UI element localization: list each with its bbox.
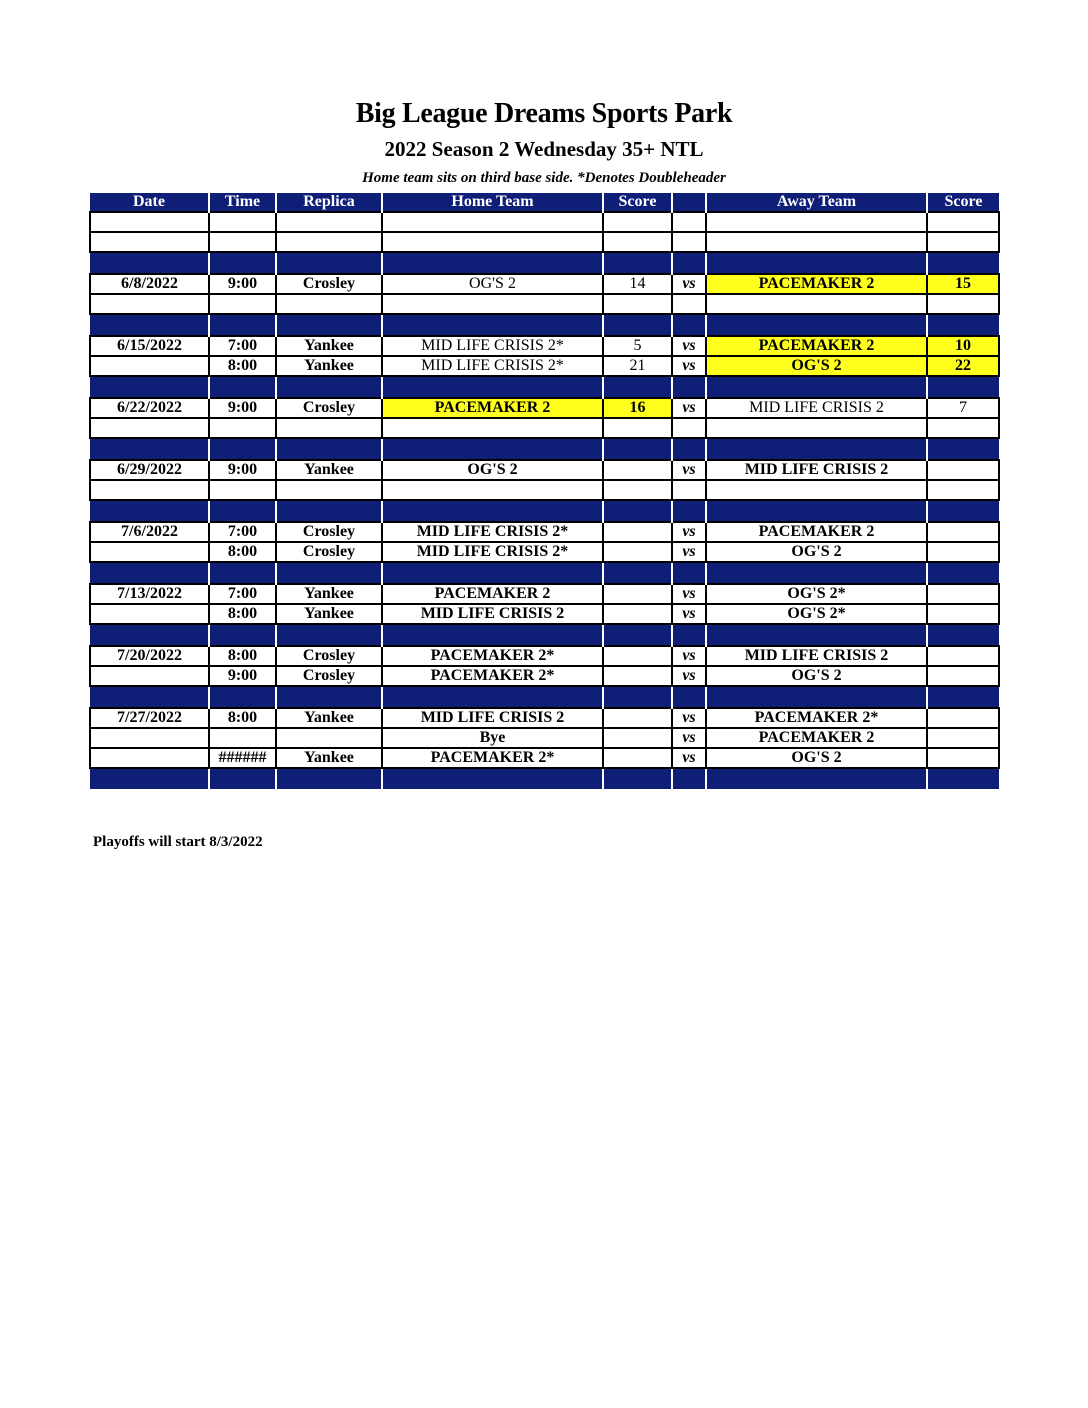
separator-cell <box>672 768 706 789</box>
vs-cell: vs <box>672 646 706 666</box>
replica-cell: Yankee <box>276 336 382 356</box>
replica-cell: Crosley <box>276 522 382 542</box>
home-team-cell: MID LIFE CRISIS 2* <box>382 356 603 376</box>
away-score-cell: 15 <box>927 274 999 294</box>
blank-cell <box>706 480 927 500</box>
blank-cell <box>209 232 276 252</box>
blank-cell <box>603 480 672 500</box>
home-score-cell <box>603 646 672 666</box>
home-team-cell: PACEMAKER 2 <box>382 584 603 604</box>
blank-cell <box>706 294 927 314</box>
home-score-cell <box>603 728 672 748</box>
away-score-cell <box>927 748 999 768</box>
date-cell: 6/22/2022 <box>90 398 209 418</box>
separator-cell <box>927 686 999 708</box>
week-separator-row <box>90 252 999 274</box>
vs-cell: vs <box>672 748 706 768</box>
separator-cell <box>276 686 382 708</box>
col-home-team-header: Home Team <box>382 193 603 212</box>
away-score-cell <box>927 460 999 480</box>
separator-cell <box>672 252 706 274</box>
separator-cell <box>706 438 927 460</box>
away-team-cell: PACEMAKER 2 <box>706 522 927 542</box>
game-row <box>90 460 999 480</box>
replica-cell: Crosley <box>276 646 382 666</box>
home-team-cell: PACEMAKER 2* <box>382 646 603 666</box>
away-team-cell: OG'S 2 <box>706 356 927 376</box>
home-score-cell: 16 <box>603 398 672 418</box>
separator-cell <box>672 438 706 460</box>
blank-cell <box>927 232 999 252</box>
game-row <box>90 584 999 604</box>
blank-cell <box>603 232 672 252</box>
separator-cell <box>276 500 382 522</box>
separator-cell <box>706 686 927 708</box>
separator-cell <box>90 500 209 522</box>
blank-cell <box>382 418 603 438</box>
away-team-cell: PACEMAKER 2 <box>706 274 927 294</box>
away-team-cell: MID LIFE CRISIS 2 <box>706 398 927 418</box>
date-cell <box>90 356 209 376</box>
blank-cell <box>209 418 276 438</box>
away-score-cell: 7 <box>927 398 999 418</box>
blank-row <box>90 418 999 438</box>
vs-cell: vs <box>672 398 706 418</box>
away-score-cell <box>927 728 999 748</box>
date-cell <box>90 542 209 562</box>
blank-row <box>90 294 999 314</box>
home-team-cell: OG'S 2 <box>382 274 603 294</box>
time-cell: 9:00 <box>209 274 276 294</box>
game-row <box>90 336 999 356</box>
vs-cell: vs <box>672 356 706 376</box>
date-cell: 6/15/2022 <box>90 336 209 356</box>
blank-cell <box>706 232 927 252</box>
separator-cell <box>382 500 603 522</box>
col-home-score-header: Score <box>603 193 672 212</box>
blank-cell <box>382 480 603 500</box>
separator-cell <box>672 686 706 708</box>
separator-cell <box>927 376 999 398</box>
home-team-cell: OG'S 2 <box>382 460 603 480</box>
col-date-header: Date <box>90 193 209 212</box>
date-cell <box>90 604 209 624</box>
vs-cell: vs <box>672 274 706 294</box>
blank-cell <box>276 232 382 252</box>
away-score-cell: 10 <box>927 336 999 356</box>
replica-cell: Yankee <box>276 356 382 376</box>
vs-cell: vs <box>672 522 706 542</box>
separator-cell <box>276 252 382 274</box>
col-replica-header: Replica <box>276 193 382 212</box>
time-cell: 8:00 <box>209 604 276 624</box>
game-row <box>90 646 999 666</box>
home-team-cell: MID LIFE CRISIS 2 <box>382 708 603 728</box>
blank-cell <box>706 418 927 438</box>
away-score-cell <box>927 542 999 562</box>
game-row <box>90 604 999 624</box>
separator-cell <box>603 562 672 584</box>
home-score-cell <box>603 748 672 768</box>
vs-cell: vs <box>672 666 706 686</box>
home-team-cell: PACEMAKER 2* <box>382 666 603 686</box>
home-team-cell: MID LIFE CRISIS 2* <box>382 336 603 356</box>
away-team-cell: OG'S 2 <box>706 748 927 768</box>
away-score-cell <box>927 604 999 624</box>
separator-cell <box>706 624 927 646</box>
game-row <box>90 728 999 748</box>
blank-cell <box>603 212 672 232</box>
blank-cell <box>276 212 382 232</box>
schedule-table <box>89 193 1000 789</box>
time-cell <box>209 728 276 748</box>
vs-cell: vs <box>672 542 706 562</box>
away-score-cell <box>927 666 999 686</box>
week-separator-row <box>90 562 999 584</box>
date-cell: 7/20/2022 <box>90 646 209 666</box>
blank-cell <box>382 294 603 314</box>
away-score-cell <box>927 584 999 604</box>
separator-cell <box>209 438 276 460</box>
separator-cell <box>706 252 927 274</box>
replica-cell: Yankee <box>276 460 382 480</box>
blank-cell <box>706 212 927 232</box>
home-team-cell: PACEMAKER 2* <box>382 748 603 768</box>
away-team-cell: PACEMAKER 2* <box>706 708 927 728</box>
time-cell: 8:00 <box>209 708 276 728</box>
col-time-header: Time <box>209 193 276 212</box>
separator-cell <box>382 768 603 789</box>
vs-cell: vs <box>672 604 706 624</box>
blank-cell <box>90 480 209 500</box>
blank-row <box>90 212 999 232</box>
replica-cell: Crosley <box>276 398 382 418</box>
away-team-cell: OG'S 2* <box>706 584 927 604</box>
separator-cell <box>672 562 706 584</box>
vs-cell: vs <box>672 728 706 748</box>
away-team-cell: PACEMAKER 2 <box>706 336 927 356</box>
separator-cell <box>603 768 672 789</box>
home-score-cell: 14 <box>603 274 672 294</box>
separator-cell <box>382 562 603 584</box>
date-cell <box>90 666 209 686</box>
home-score-cell <box>603 666 672 686</box>
separator-cell <box>276 562 382 584</box>
home-score-cell <box>603 542 672 562</box>
separator-cell <box>90 562 209 584</box>
time-cell: 7:00 <box>209 336 276 356</box>
blank-cell <box>672 418 706 438</box>
week-separator-row <box>90 500 999 522</box>
blank-cell <box>382 212 603 232</box>
date-cell: 7/6/2022 <box>90 522 209 542</box>
time-cell: 8:00 <box>209 646 276 666</box>
separator-cell <box>603 500 672 522</box>
page-title: Big League Dreams Sports Park <box>355 98 733 129</box>
schedule-note: Home team sits on third base side. *Denotes Doubleheader <box>362 170 726 186</box>
blank-cell <box>209 212 276 232</box>
separator-cell <box>276 768 382 789</box>
blank-cell <box>90 294 209 314</box>
week-separator-row <box>90 686 999 708</box>
blank-cell <box>927 294 999 314</box>
blank-cell <box>672 232 706 252</box>
home-team-cell: MID LIFE CRISIS 2* <box>382 542 603 562</box>
home-score-cell <box>603 460 672 480</box>
away-score-cell <box>927 708 999 728</box>
blank-cell <box>209 480 276 500</box>
separator-cell <box>927 314 999 336</box>
blank-cell <box>90 212 209 232</box>
separator-cell <box>276 314 382 336</box>
blank-cell <box>927 480 999 500</box>
separator-cell <box>927 624 999 646</box>
away-team-cell: OG'S 2 <box>706 666 927 686</box>
separator-cell <box>90 314 209 336</box>
away-score-cell <box>927 646 999 666</box>
game-row <box>90 542 999 562</box>
separator-cell <box>706 314 927 336</box>
header-row <box>90 193 999 212</box>
away-score-cell <box>927 522 999 542</box>
playoffs-note: Playoffs will start 8/3/2022 <box>93 834 263 850</box>
replica-cell: Yankee <box>276 604 382 624</box>
separator-cell <box>90 624 209 646</box>
week-separator-row <box>90 376 999 398</box>
separator-cell <box>209 768 276 789</box>
separator-cell <box>209 562 276 584</box>
blank-cell <box>90 232 209 252</box>
date-cell: 7/13/2022 <box>90 584 209 604</box>
blank-cell <box>672 212 706 232</box>
col-away-score-header: Score <box>927 193 999 212</box>
time-cell: 8:00 <box>209 542 276 562</box>
blank-cell <box>276 480 382 500</box>
time-cell: 7:00 <box>209 584 276 604</box>
away-team-cell: MID LIFE CRISIS 2 <box>706 646 927 666</box>
separator-cell <box>672 624 706 646</box>
separator-cell <box>209 252 276 274</box>
time-cell: 7:00 <box>209 522 276 542</box>
blank-cell <box>382 232 603 252</box>
time-cell: 9:00 <box>209 460 276 480</box>
home-score-cell <box>603 604 672 624</box>
separator-cell <box>276 624 382 646</box>
away-team-cell: MID LIFE CRISIS 2 <box>706 460 927 480</box>
blank-cell <box>603 294 672 314</box>
away-team-cell: OG'S 2 <box>706 542 927 562</box>
vs-cell: vs <box>672 336 706 356</box>
game-row <box>90 398 999 418</box>
separator-cell <box>90 376 209 398</box>
home-score-cell: 21 <box>603 356 672 376</box>
separator-cell <box>603 686 672 708</box>
separator-cell <box>90 686 209 708</box>
replica-cell: Crosley <box>276 274 382 294</box>
separator-cell <box>672 500 706 522</box>
page-subtitle: 2022 Season 2 Wednesday 35+ NTL <box>384 137 704 161</box>
separator-cell <box>382 376 603 398</box>
time-cell: 8:00 <box>209 356 276 376</box>
separator-cell <box>276 376 382 398</box>
vs-cell: vs <box>672 460 706 480</box>
separator-cell <box>209 376 276 398</box>
blank-cell <box>672 480 706 500</box>
home-team-cell: Bye <box>382 728 603 748</box>
separator-cell <box>90 438 209 460</box>
blank-row <box>90 232 999 252</box>
separator-cell <box>382 252 603 274</box>
date-cell <box>90 748 209 768</box>
home-team-cell: PACEMAKER 2 <box>382 398 603 418</box>
separator-cell <box>603 252 672 274</box>
separator-cell <box>672 314 706 336</box>
home-team-cell: MID LIFE CRISIS 2* <box>382 522 603 542</box>
game-row <box>90 708 999 728</box>
blank-row <box>90 480 999 500</box>
vs-cell: vs <box>672 584 706 604</box>
vs-cell: vs <box>672 708 706 728</box>
separator-cell <box>706 768 927 789</box>
blank-cell <box>672 294 706 314</box>
away-score-cell: 22 <box>927 356 999 376</box>
blank-cell <box>927 212 999 232</box>
time-cell: 9:00 <box>209 398 276 418</box>
week-separator-row <box>90 768 999 789</box>
separator-cell <box>209 500 276 522</box>
col-vs-header <box>672 193 706 212</box>
blank-cell <box>209 294 276 314</box>
separator-cell <box>382 686 603 708</box>
game-row <box>90 356 999 376</box>
replica-cell: Yankee <box>276 708 382 728</box>
separator-cell <box>382 438 603 460</box>
separator-cell <box>706 500 927 522</box>
time-cell: 9:00 <box>209 666 276 686</box>
separator-cell <box>672 376 706 398</box>
col-away-team-header: Away Team <box>706 193 927 212</box>
separator-cell <box>382 624 603 646</box>
week-separator-row <box>90 624 999 646</box>
separator-cell <box>706 376 927 398</box>
blank-cell <box>276 294 382 314</box>
home-score-cell <box>603 708 672 728</box>
blank-cell <box>90 418 209 438</box>
separator-cell <box>927 438 999 460</box>
separator-cell <box>209 686 276 708</box>
separator-cell <box>927 252 999 274</box>
date-cell: 6/8/2022 <box>90 274 209 294</box>
home-score-cell: 5 <box>603 336 672 356</box>
game-row <box>90 274 999 294</box>
date-cell <box>90 728 209 748</box>
game-row <box>90 666 999 686</box>
separator-cell <box>90 768 209 789</box>
game-row <box>90 522 999 542</box>
separator-cell <box>209 624 276 646</box>
replica-cell <box>276 728 382 748</box>
away-team-cell: PACEMAKER 2 <box>706 728 927 748</box>
blank-cell <box>276 418 382 438</box>
separator-cell <box>90 252 209 274</box>
blank-cell <box>603 418 672 438</box>
replica-cell: Yankee <box>276 584 382 604</box>
separator-cell <box>927 562 999 584</box>
separator-cell <box>603 376 672 398</box>
home-team-cell: MID LIFE CRISIS 2 <box>382 604 603 624</box>
separator-cell <box>706 562 927 584</box>
separator-cell <box>209 314 276 336</box>
time-cell: ###### <box>209 748 276 768</box>
separator-cell <box>603 438 672 460</box>
separator-cell <box>603 624 672 646</box>
replica-cell: Yankee <box>276 748 382 768</box>
separator-cell <box>927 768 999 789</box>
week-separator-row <box>90 438 999 460</box>
replica-cell: Crosley <box>276 666 382 686</box>
week-separator-row <box>90 314 999 336</box>
home-score-cell <box>603 522 672 542</box>
date-cell: 6/29/2022 <box>90 460 209 480</box>
replica-cell: Crosley <box>276 542 382 562</box>
separator-cell <box>603 314 672 336</box>
separator-cell <box>276 438 382 460</box>
separator-cell <box>927 500 999 522</box>
away-team-cell: OG'S 2* <box>706 604 927 624</box>
home-score-cell <box>603 584 672 604</box>
date-cell: 7/27/2022 <box>90 708 209 728</box>
blank-cell <box>927 418 999 438</box>
separator-cell <box>382 314 603 336</box>
game-row <box>90 748 999 768</box>
schedule-body <box>90 212 999 789</box>
